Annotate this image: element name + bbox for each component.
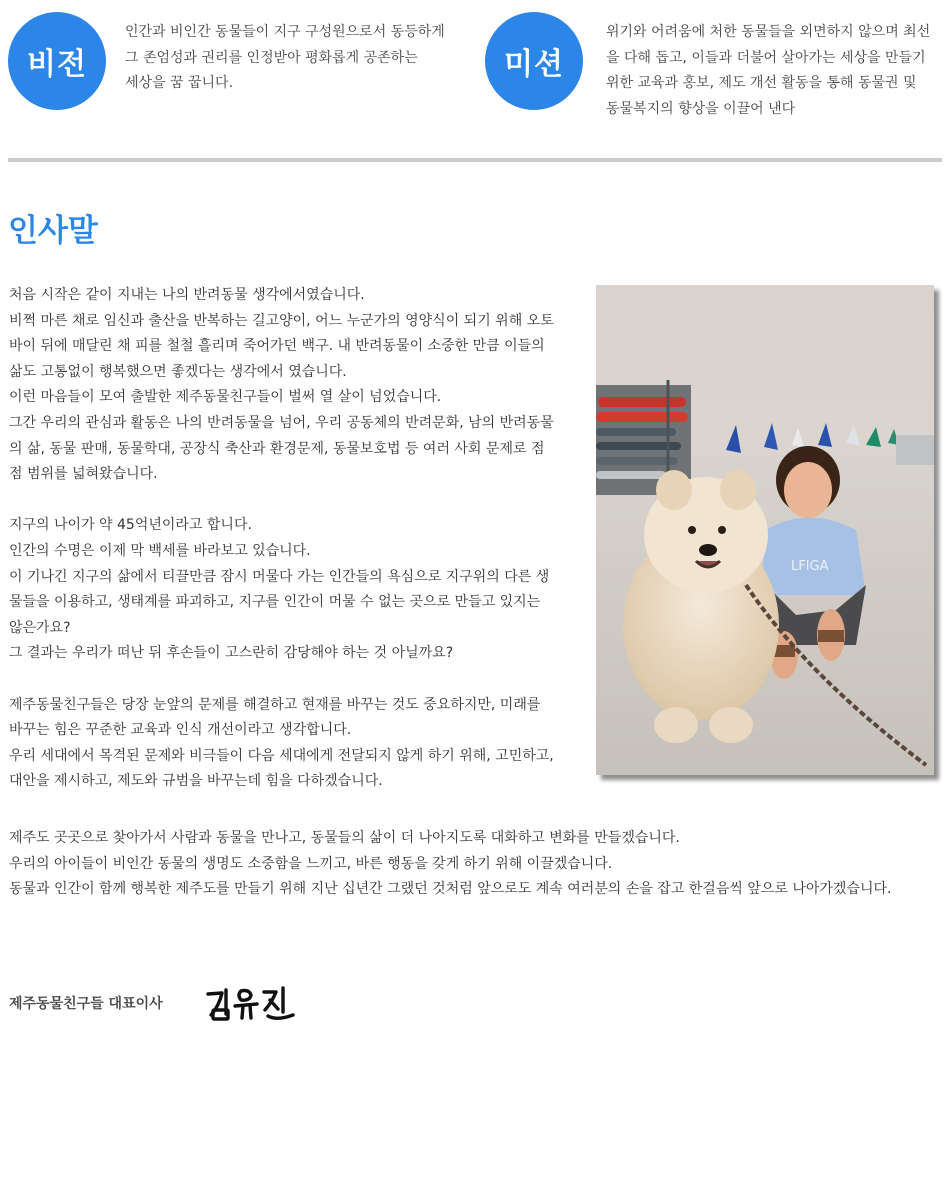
vision-line: 그 존엄성과 권리를 인정받아 평화롭게 공존하는 [125,49,418,66]
paragraph-gap [9,488,589,514]
vision-badge [8,12,106,110]
vision-line: 세상을 꿈 꿉니다. [125,75,234,91]
paragraph-line: 바이 뒤에 매달린 채 피를 철철 흘리며 죽어가던 백구. 내 반려동물이 소중한 만큼 이들의 [9,338,545,355]
mission-line: 동물복지의 향상을 이끌어 낸다 [606,100,796,117]
mission-badge [485,12,583,110]
paragraph-line: 대안을 제시하고, 제도와 규범을 바꾸는데 힘을 다하겠습니다. [9,773,383,790]
mission-line: 위한 교육과 홍보, 제도 개선 활동을 통해 동물권 및 [606,75,917,91]
paragraph-line: 비쩍 마른 채로 임신과 출산을 반복하는 길고양이, 어느 누군가의 영양식이 되기 위해 오토 [9,312,554,329]
paragraph-gap [9,667,589,693]
vision-line: 인간과 비인간 동물들이 지구 구성원으로서 동등하게 [125,24,445,40]
paragraph-line: 인간의 수명은 이제 막 백세를 바라보고 있습니다. [9,542,311,559]
paragraph-line: 점 범위를 넓혀왔습니다. [9,466,158,483]
paragraph-line: 제주도 곳곳으로 찾아가서 사람과 동물을 만나고, 동물들의 삶이 더 나아지도록 대화하고 변화를 만들겠습니다. [9,830,680,846]
paragraph-line: 그 결과는 우리가 떠난 뒤 후손들이 고스란히 감당해야 하는 것 아닐까요? [9,645,454,662]
paragraph-line: 우리 세대에서 목격된 문제와 비극들이 다음 세대에게 전달되지 않게 하기 위해, 고민하고, [9,747,554,764]
mission-label: 미션 [504,47,564,82]
paragraph-line: 의 삶, 동물 판매, 동물학대, 공장식 축산과 환경문제, 동물보호법 등 여러 사회 문제로 점 [9,440,545,457]
vision-text [125,20,460,97]
greeting-body [9,283,589,795]
paragraph-line: 처음 시작은 같이 지내는 나의 반려동물 생각에서였습니다. [9,287,365,303]
representative-photo [596,285,934,775]
paragraph-line: 삶도 고통없이 행복했으면 좋겠다는 생각에서 였습니다. [9,363,347,380]
greeting-title: 인사말 [8,213,98,249]
greeting-closing [9,826,944,903]
paragraph-line: 않은가요? [9,619,71,636]
section-divider [8,158,942,162]
paragraph-line: 바꾸는 힘은 꾸준한 교육과 인식 개선이라고 생각합니다. [9,722,352,739]
paragraph-line: 물들을 이용하고, 생태계를 파괴하고, 지구를 인간이 머물 수 없는 곳으로 만들고 있지는 [9,594,541,611]
mission-text [606,20,941,122]
paragraph-line: 이런 마음들이 모여 출발한 제주동물친구들이 벌써 열 살이 넘었습니다. [9,389,442,406]
paragraph-line: 이 기나긴 지구의 삶에서 티끌만큼 잠시 머물다 가는 인간들의 욕심으로 지구위의 다른 생 [9,568,550,585]
paragraph-line: 우리의 아이들이 비인간 동물의 생명도 소중함을 느끼고, 바른 행동을 갖게 하기 위해 이끌겠습니다. [9,855,613,872]
paragraph-line: 그간 우리의 관심과 활동은 나의 반려동물을 넘어, 우리 공동체의 반려문화, 남의 반려동물 [9,414,554,431]
handwritten-signature [205,982,297,1024]
paragraph-line: 제주동물친구들은 당장 눈앞의 문제를 해결하고 현재를 바꾸는 것도 중요하지만, 미래를 [9,696,541,713]
paragraph-line: 지구의 나이가 약 45억년이라고 합니다. [9,517,252,534]
photo-illustration [596,285,934,775]
signature-label: 제주동물친구들 대표이사 [9,996,163,1012]
vision-label: 비전 [27,47,87,82]
shirt-text: LFIGA [791,559,829,574]
mission-line: 위기와 어려움에 처한 동물들을 외면하지 않으며 최선 [606,24,931,40]
paragraph-line: 동물과 인간이 함께 행복한 제주도를 만들기 위해 지난 십년간 그랬던 것처럼 앞으로도 계속 여러분의 손을 잡고 한걸음씩 앞으로 나아가겠습니다. [9,881,892,898]
mission-line: 을 다해 돕고, 이들과 더불어 살아가는 세상을 만들기 [606,49,926,66]
